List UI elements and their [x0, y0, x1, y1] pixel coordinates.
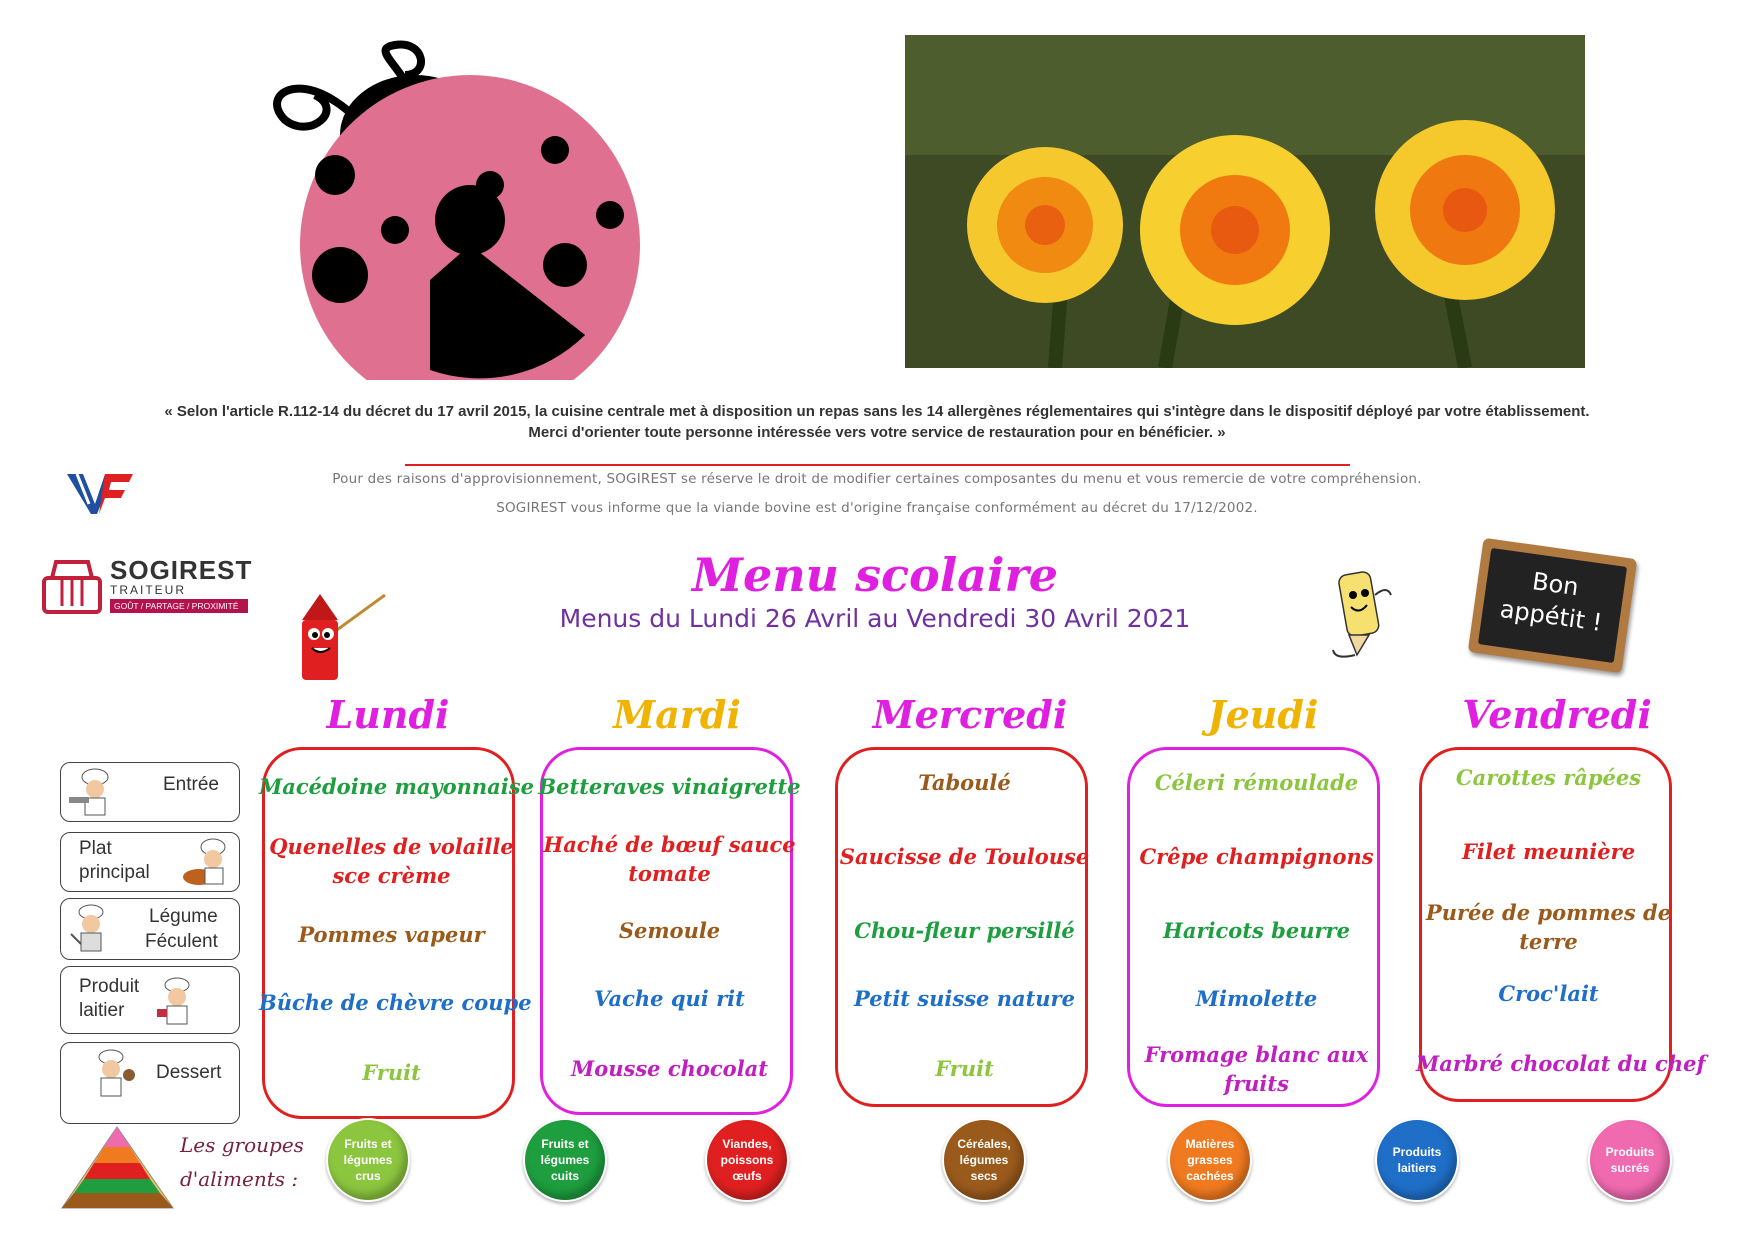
badge-text: Fruits et [541, 1137, 589, 1151]
dish-laitier: Petit suisse nature [854, 986, 1075, 1011]
badge-text: œufs [732, 1169, 762, 1183]
dish-plat: Filet meunière [1461, 839, 1636, 864]
badge-text: Produits [1605, 1145, 1655, 1159]
supply-note: Pour des raisons d'approvisionnement, SOGIREST se réserve le droit de modifier certaines composantes du menu et vous remercie de votre compréhension. [332, 471, 1422, 487]
day-header-mardi: Mardi [613, 692, 741, 737]
badge-text: cuits [550, 1169, 579, 1183]
day-column-mardi [538, 747, 801, 1115]
dish-laitier: Vache qui rit [594, 986, 745, 1011]
legend-badge-sweet [1588, 1118, 1672, 1202]
legend-title-line2: d'aliments : [180, 1167, 299, 1191]
legend-badge-meat [705, 1118, 789, 1202]
dish-entree: Céleri rémoulade [1154, 770, 1359, 795]
bon-appetit-board [1468, 538, 1637, 673]
dish-entree: Carottes râpées [1455, 765, 1642, 790]
menu-subtitle: Menus du Lundi 26 Avril au Vendredi 30 Avril 2021 [559, 604, 1191, 633]
allergen-notice-line2: Merci d'orienter toute personne intéressée vers votre service de restauration pour en bénéficier. » [528, 424, 1226, 441]
day-header-lundi: Lundi [326, 692, 450, 737]
category-entree [60, 762, 240, 822]
legend-title-line1: Les groupes [180, 1133, 304, 1157]
menu-title: Menu scolaire [692, 548, 1058, 602]
dish-legume: Haricots beurre [1163, 918, 1350, 943]
badge-text: crus [355, 1169, 381, 1183]
dish-dessert: Marbré chocolat du chef [1416, 1051, 1706, 1076]
board-line1: Bon [1530, 567, 1581, 602]
dish-dessert: Mousse chocolat [571, 1056, 768, 1081]
category-label: laitier [79, 1000, 125, 1021]
category-plat-principal [60, 832, 240, 892]
dish-dessert: Fruit [362, 1060, 421, 1085]
category-label: Produit [79, 976, 140, 997]
badge-text: sucrés [1610, 1161, 1650, 1175]
ladybug-illustration [255, 30, 675, 380]
badge-text: légumes [540, 1153, 590, 1167]
sogirest-icon [38, 556, 106, 616]
legend-badge-cooked-veg [523, 1118, 607, 1202]
badge-text: Viandes, [722, 1137, 772, 1151]
chef-woman-icon [67, 904, 117, 954]
dish-plat: Saucisse de Toulouse [839, 844, 1090, 869]
legend-badge-dairy [1375, 1118, 1459, 1202]
dish-legume: Pommes vapeur [298, 922, 485, 947]
badge-text: Céréales, [957, 1137, 1011, 1151]
category-legume-feculent [60, 898, 240, 960]
dish-laitier: Mimolette [1195, 986, 1318, 1011]
category-produit-laitier [60, 966, 240, 1034]
chef-icon [183, 837, 233, 887]
category-label: Entrée [163, 774, 219, 795]
dish-laitier: Croc'lait [1498, 981, 1599, 1006]
dish-entree: Betteraves vinaigrette [538, 774, 801, 799]
sogirest-tagline: GOÛT / PARTAGE / PROXIMITÉ [110, 599, 248, 613]
badge-text: légumes [959, 1153, 1009, 1167]
chef-icon [151, 977, 201, 1027]
crayon-mascot-icon [290, 590, 390, 690]
category-label: Féculent [145, 931, 218, 952]
red-divider [405, 464, 1350, 466]
dish-plat: Crêpe champignons [1139, 844, 1374, 869]
chef-icon [89, 1049, 139, 1099]
dish-entree: Taboulé [918, 770, 1011, 795]
category-label: principal [79, 862, 150, 883]
badge-text: Fruits et [344, 1137, 392, 1151]
badge-text: Produits [1392, 1145, 1442, 1159]
day-header-mercredi: Mercredi [872, 692, 1068, 737]
sogirest-brand-sub: TRAITEUR [110, 583, 186, 597]
french-beef-logo [65, 470, 135, 516]
legend-badge-fats [1168, 1118, 1252, 1202]
dish-dessert: Fromage blanc aux fruits [1144, 1042, 1369, 1096]
badge-text: légumes [343, 1153, 393, 1167]
day-column-vendredi [1416, 747, 1706, 1102]
badge-text: Matières [1185, 1137, 1235, 1151]
dish-plat: Quenelles de volaille sce crème [269, 834, 514, 888]
board-line2: appétit ! [1498, 594, 1604, 637]
category-dessert [60, 1042, 240, 1124]
dish-entree: Macédoine mayonnaise [259, 774, 534, 799]
category-label: Plat [79, 838, 112, 859]
legend-badge-raw-veg [326, 1118, 410, 1202]
day-column-jeudi [1127, 747, 1380, 1107]
allergen-notice-line1: « Selon l'article R.112-14 du décret du 17 avril 2015, la cuisine centrale met à disposition un repas sans les 14 allergènes réglementaires qui s'intègre dans le dispositif déployé par votre établissement. [164, 403, 1590, 420]
badge-text: laitiers [1397, 1161, 1437, 1175]
day-column-mercredi [835, 747, 1088, 1107]
category-label: Légume [149, 906, 218, 927]
sogirest-brand-name: SOGIREST [110, 555, 253, 585]
badge-text: secs [970, 1169, 998, 1183]
badge-text: cachées [1186, 1169, 1234, 1183]
badge-text: poissons [720, 1153, 774, 1167]
day-column-lundi [259, 747, 534, 1119]
day-header-vendredi: Vendredi [1462, 692, 1652, 737]
daffodil-image [905, 35, 1585, 368]
daffodil-photo [905, 35, 1585, 368]
dish-laitier: Bûche de chèvre coupe [259, 990, 532, 1015]
dish-dessert: Fruit [935, 1056, 994, 1081]
category-label: Dessert [156, 1062, 222, 1083]
legend-badge-cereal [942, 1118, 1026, 1202]
food-pyramid-icon [60, 1125, 175, 1210]
beef-origin-note: SOGIREST vous informe que la viande bovine est d'origine française conformément au décret du 17/12/2002. [496, 500, 1258, 516]
pencil-mascot-icon [1325, 565, 1405, 665]
day-header-jeudi: Jeudi [1207, 692, 1319, 737]
dish-legume: Purée de pommes de terre [1425, 900, 1672, 954]
dish-legume: Semoule [618, 918, 721, 943]
chef-icon [69, 767, 119, 817]
badge-text: grasses [1187, 1153, 1233, 1167]
legend-title [180, 1128, 304, 1196]
dish-plat: Haché de bœuf sauce tomate [543, 832, 796, 886]
dish-legume: Chou-fleur persillé [854, 918, 1075, 943]
